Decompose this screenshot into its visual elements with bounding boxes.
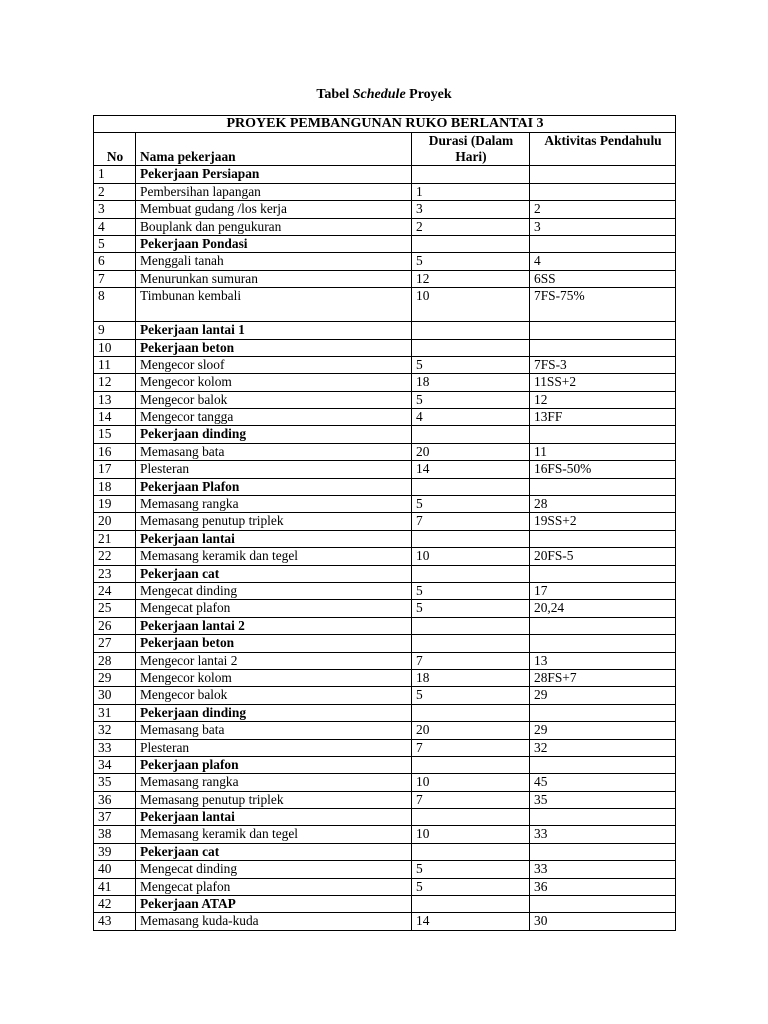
cell-no: 41 <box>94 878 136 895</box>
cell-duration: 1 <box>412 183 530 200</box>
cell-no: 34 <box>94 756 136 773</box>
cell-predecessor: 29 <box>530 722 676 739</box>
table-row <box>94 739 676 756</box>
cell-no: 20 <box>94 513 136 530</box>
cell-duration <box>412 530 530 547</box>
cell-duration <box>412 617 530 634</box>
table-row <box>94 478 676 495</box>
cell-name: Pekerjaan cat <box>136 843 412 860</box>
cell-no: 27 <box>94 635 136 652</box>
cell-name: Pembersihan lapangan <box>136 183 412 200</box>
cell-no: 4 <box>94 218 136 235</box>
cell-predecessor <box>530 183 676 200</box>
cell-predecessor: 7FS-75% <box>530 288 676 322</box>
cell-no: 31 <box>94 704 136 721</box>
cell-no: 33 <box>94 739 136 756</box>
table-row <box>94 356 676 373</box>
cell-no: 32 <box>94 722 136 739</box>
cell-duration: 5 <box>412 878 530 895</box>
cell-name: Plesteran <box>136 461 412 478</box>
cell-predecessor: 17 <box>530 582 676 599</box>
cell-predecessor <box>530 166 676 183</box>
cell-predecessor: 11 <box>530 443 676 460</box>
cell-no: 19 <box>94 496 136 513</box>
cell-no: 1 <box>94 166 136 183</box>
table-row <box>94 322 676 339</box>
cell-duration: 12 <box>412 270 530 287</box>
table-row <box>94 809 676 826</box>
cell-no: 29 <box>94 669 136 686</box>
cell-no: 15 <box>94 426 136 443</box>
cell-predecessor: 29 <box>530 687 676 704</box>
cell-name: Pekerjaan Plafon <box>136 478 412 495</box>
cell-name: Memasang keramik dan tegel <box>136 548 412 565</box>
header-name: Nama pekerjaan <box>136 133 412 166</box>
cell-no: 39 <box>94 843 136 860</box>
table-row <box>94 391 676 408</box>
table-row <box>94 339 676 356</box>
cell-duration <box>412 843 530 860</box>
table-row <box>94 235 676 252</box>
cell-duration <box>412 704 530 721</box>
cell-name: Pekerjaan cat <box>136 565 412 582</box>
cell-duration: 5 <box>412 356 530 373</box>
cell-no: 22 <box>94 548 136 565</box>
table-row <box>94 582 676 599</box>
cell-name: Mengecor kolom <box>136 669 412 686</box>
cell-name: Memasang penutup triplek <box>136 513 412 530</box>
cell-predecessor <box>530 426 676 443</box>
table-row <box>94 201 676 218</box>
cell-predecessor: 12 <box>530 391 676 408</box>
table-row <box>94 687 676 704</box>
cell-duration: 7 <box>412 513 530 530</box>
cell-duration: 5 <box>412 391 530 408</box>
cell-name: Memasang keramik dan tegel <box>136 826 412 843</box>
cell-name: Mengecat dinding <box>136 582 412 599</box>
cell-name: Menggali tanah <box>136 253 412 270</box>
cell-name: Membuat gudang /los kerja <box>136 201 412 218</box>
header-row <box>94 133 676 166</box>
table-row <box>94 374 676 391</box>
header-duration: Durasi (Dalam Hari) <box>412 133 530 166</box>
cell-no: 30 <box>94 687 136 704</box>
cell-duration: 5 <box>412 496 530 513</box>
cell-predecessor <box>530 704 676 721</box>
table-row <box>94 530 676 547</box>
table-row <box>94 426 676 443</box>
cell-name: Pekerjaan dinding <box>136 704 412 721</box>
cell-no: 8 <box>94 288 136 322</box>
cell-no: 21 <box>94 530 136 547</box>
table-row <box>94 548 676 565</box>
table-row <box>94 496 676 513</box>
cell-predecessor: 35 <box>530 791 676 808</box>
table-row <box>94 896 676 913</box>
cell-predecessor <box>530 530 676 547</box>
table-row <box>94 669 676 686</box>
cell-name: Bouplank dan pengukuran <box>136 218 412 235</box>
cell-name: Plesteran <box>136 739 412 756</box>
table-row <box>94 791 676 808</box>
cell-name: Pekerjaan dinding <box>136 426 412 443</box>
cell-name: Mengecat plafon <box>136 600 412 617</box>
cell-name: Pekerjaan lantai 2 <box>136 617 412 634</box>
cell-name: Mengecor sloof <box>136 356 412 373</box>
cell-predecessor <box>530 235 676 252</box>
cell-predecessor: 13 <box>530 652 676 669</box>
cell-predecessor <box>530 635 676 652</box>
cell-no: 5 <box>94 235 136 252</box>
cell-name: Menurunkan sumuran <box>136 270 412 287</box>
cell-duration <box>412 235 530 252</box>
cell-name: Memasang penutup triplek <box>136 791 412 808</box>
cell-no: 13 <box>94 391 136 408</box>
cell-duration <box>412 426 530 443</box>
cell-name: Pekerjaan lantai <box>136 530 412 547</box>
cell-duration: 7 <box>412 652 530 669</box>
cell-predecessor: 3 <box>530 218 676 235</box>
cell-name: Timbunan kembali <box>136 288 412 322</box>
table-row <box>94 183 676 200</box>
cell-duration <box>412 896 530 913</box>
table-row <box>94 704 676 721</box>
cell-no: 28 <box>94 652 136 669</box>
table-row <box>94 861 676 878</box>
cell-duration: 10 <box>412 826 530 843</box>
cell-name: Pekerjaan beton <box>136 635 412 652</box>
cell-name: Pekerjaan Persiapan <box>136 166 412 183</box>
cell-no: 2 <box>94 183 136 200</box>
table-row <box>94 288 676 322</box>
project-title: PROYEK PEMBANGUNAN RUKO BERLANTAI 3 <box>94 116 676 133</box>
cell-predecessor: 33 <box>530 826 676 843</box>
cell-duration <box>412 478 530 495</box>
cell-duration <box>412 756 530 773</box>
cell-name: Pekerjaan lantai <box>136 809 412 826</box>
cell-name: Pekerjaan plafon <box>136 756 412 773</box>
cell-predecessor: 20FS-5 <box>530 548 676 565</box>
cell-predecessor <box>530 339 676 356</box>
cell-no: 3 <box>94 201 136 218</box>
table-row <box>94 218 676 235</box>
table-row <box>94 565 676 582</box>
cell-duration: 2 <box>412 218 530 235</box>
cell-predecessor: 4 <box>530 253 676 270</box>
cell-no: 26 <box>94 617 136 634</box>
cell-name: Mengecor tangga <box>136 409 412 426</box>
cell-no: 7 <box>94 270 136 287</box>
cell-name: Pekerjaan beton <box>136 339 412 356</box>
cell-predecessor <box>530 896 676 913</box>
cell-duration <box>412 565 530 582</box>
cell-duration: 10 <box>412 774 530 791</box>
table-row <box>94 826 676 843</box>
schedule-table <box>93 115 676 931</box>
cell-duration: 14 <box>412 913 530 930</box>
cell-name: Mengecat dinding <box>136 861 412 878</box>
cell-no: 11 <box>94 356 136 373</box>
cell-name: Memasang bata <box>136 443 412 460</box>
cell-predecessor <box>530 756 676 773</box>
cell-no: 24 <box>94 582 136 599</box>
cell-no: 18 <box>94 478 136 495</box>
cell-predecessor: 13FF <box>530 409 676 426</box>
table-row <box>94 843 676 860</box>
table-row <box>94 652 676 669</box>
table-row <box>94 461 676 478</box>
table-row <box>94 253 676 270</box>
caption-suffix: Proyek <box>405 87 452 102</box>
cell-name: Mengecor balok <box>136 687 412 704</box>
cell-no: 42 <box>94 896 136 913</box>
cell-predecessor <box>530 565 676 582</box>
cell-duration <box>412 809 530 826</box>
cell-name: Pekerjaan lantai 1 <box>136 322 412 339</box>
table-caption <box>0 87 768 103</box>
cell-duration: 18 <box>412 374 530 391</box>
cell-no: 37 <box>94 809 136 826</box>
cell-predecessor: 16FS-50% <box>530 461 676 478</box>
header-predecessor: Aktivitas Pendahulu <box>530 133 676 166</box>
cell-predecessor: 45 <box>530 774 676 791</box>
cell-predecessor: 19SS+2 <box>530 513 676 530</box>
caption-prefix: Tabel <box>316 87 353 102</box>
table-row <box>94 722 676 739</box>
cell-predecessor: 36 <box>530 878 676 895</box>
cell-duration: 20 <box>412 722 530 739</box>
cell-predecessor: 20,24 <box>530 600 676 617</box>
cell-name: Memasang rangka <box>136 774 412 791</box>
cell-predecessor: 2 <box>530 201 676 218</box>
table-row <box>94 913 676 930</box>
cell-duration: 3 <box>412 201 530 218</box>
cell-no: 36 <box>94 791 136 808</box>
table-row <box>94 166 676 183</box>
cell-name: Mengecat plafon <box>136 878 412 895</box>
cell-duration <box>412 635 530 652</box>
cell-no: 16 <box>94 443 136 460</box>
cell-duration: 5 <box>412 600 530 617</box>
cell-duration: 5 <box>412 582 530 599</box>
cell-predecessor <box>530 322 676 339</box>
cell-duration: 10 <box>412 288 530 322</box>
cell-predecessor: 33 <box>530 861 676 878</box>
cell-no: 14 <box>94 409 136 426</box>
cell-predecessor: 11SS+2 <box>530 374 676 391</box>
table-row <box>94 756 676 773</box>
cell-no: 23 <box>94 565 136 582</box>
table-row <box>94 443 676 460</box>
cell-no: 6 <box>94 253 136 270</box>
cell-predecessor <box>530 478 676 495</box>
cell-predecessor: 7FS-3 <box>530 356 676 373</box>
cell-name: Mengecor balok <box>136 391 412 408</box>
cell-duration: 7 <box>412 791 530 808</box>
cell-duration: 10 <box>412 548 530 565</box>
table-row <box>94 409 676 426</box>
table-row <box>94 270 676 287</box>
header-no: No <box>94 133 136 166</box>
cell-duration <box>412 339 530 356</box>
cell-no: 40 <box>94 861 136 878</box>
project-title-row <box>94 116 676 133</box>
cell-duration <box>412 166 530 183</box>
table-row <box>94 600 676 617</box>
cell-duration: 20 <box>412 443 530 460</box>
cell-predecessor: 28 <box>530 496 676 513</box>
caption-italic: Schedule <box>352 87 406 102</box>
cell-predecessor: 6SS <box>530 270 676 287</box>
cell-duration: 18 <box>412 669 530 686</box>
cell-duration: 5 <box>412 687 530 704</box>
table-row <box>94 635 676 652</box>
cell-name: Pekerjaan Pondasi <box>136 235 412 252</box>
cell-duration: 14 <box>412 461 530 478</box>
cell-predecessor: 32 <box>530 739 676 756</box>
cell-no: 12 <box>94 374 136 391</box>
table-row <box>94 878 676 895</box>
cell-name: Memasang kuda-kuda <box>136 913 412 930</box>
cell-name: Pekerjaan ATAP <box>136 896 412 913</box>
cell-no: 43 <box>94 913 136 930</box>
cell-predecessor <box>530 843 676 860</box>
table-row <box>94 617 676 634</box>
cell-name: Mengecor kolom <box>136 374 412 391</box>
table-row <box>94 513 676 530</box>
cell-no: 35 <box>94 774 136 791</box>
cell-predecessor <box>530 617 676 634</box>
cell-duration: 5 <box>412 253 530 270</box>
cell-predecessor: 28FS+7 <box>530 669 676 686</box>
cell-name: Memasang rangka <box>136 496 412 513</box>
table-row <box>94 774 676 791</box>
cell-duration: 5 <box>412 861 530 878</box>
cell-no: 10 <box>94 339 136 356</box>
cell-no: 38 <box>94 826 136 843</box>
cell-predecessor <box>530 809 676 826</box>
cell-duration: 4 <box>412 409 530 426</box>
cell-duration: 7 <box>412 739 530 756</box>
cell-predecessor: 30 <box>530 913 676 930</box>
cell-name: Mengecor lantai 2 <box>136 652 412 669</box>
cell-no: 17 <box>94 461 136 478</box>
cell-no: 9 <box>94 322 136 339</box>
cell-no: 25 <box>94 600 136 617</box>
cell-duration <box>412 322 530 339</box>
cell-name: Memasang bata <box>136 722 412 739</box>
